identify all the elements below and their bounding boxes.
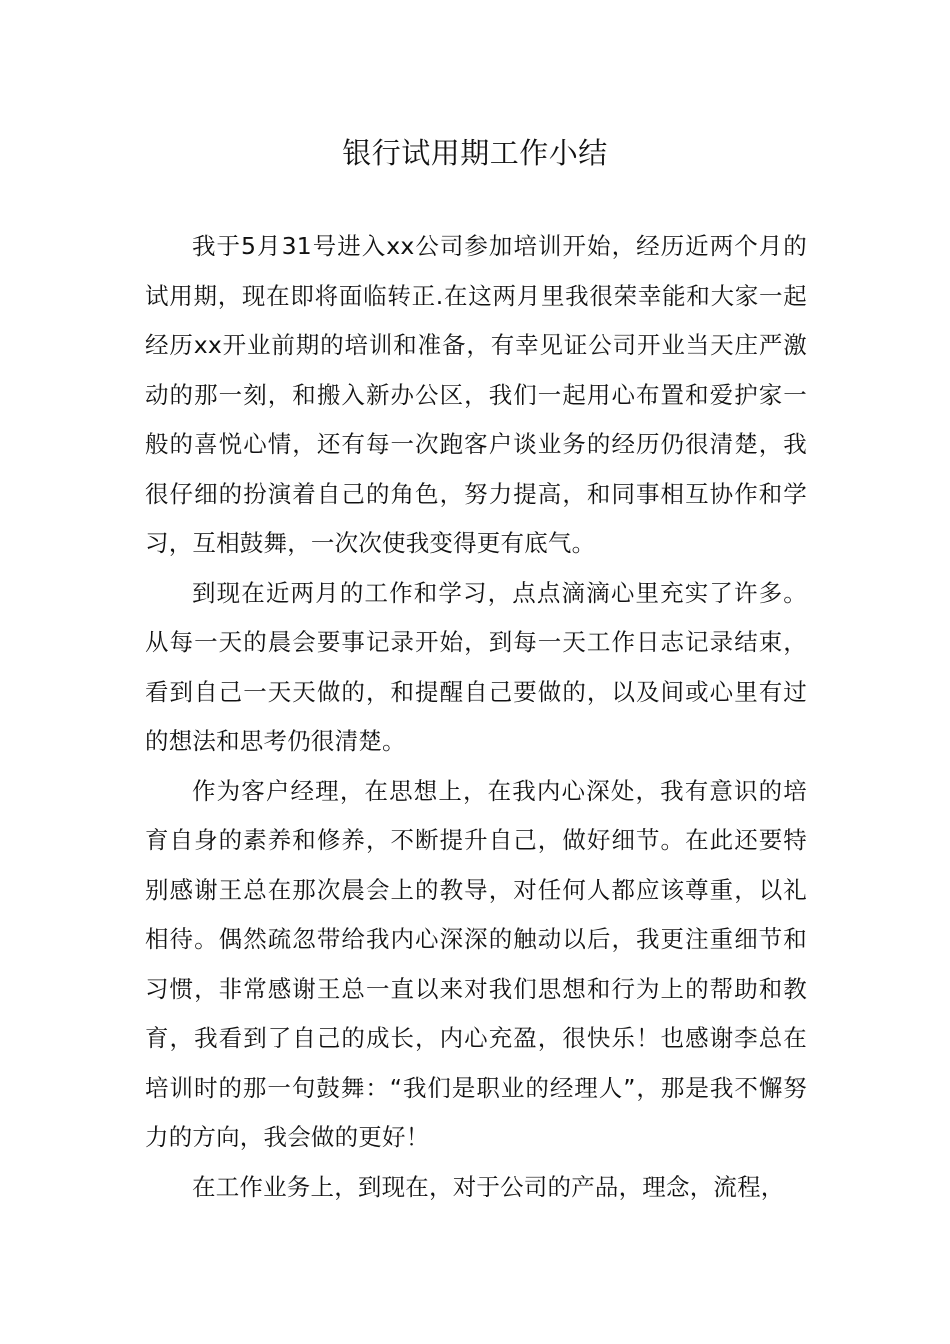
document-body bbox=[145, 222, 807, 1212]
paragraph-2: 到现在近两月的工作和学习，点点滴滴心里充实了许多。从每一天的晨会要事记录开始，到每一天工作日志记录结束，看到自己一天天做的，和提醒自己要做的，以及间或心里有过的想法和思考仍很清楚。 bbox=[145, 578, 807, 755]
document-title: 银行试用期工作小结 bbox=[342, 136, 608, 170]
paragraph-4: 在工作业务上，到现在，对于公司的产品，理念，流程， bbox=[192, 1172, 785, 1201]
paragraph-1: 我于5月31号进入xx公司参加培训开始，经历近两个月的试用期，现在即将面临转正.在这两月里我很荣幸能和大家一起经历xx开业前期的培训和准备，有幸见证公司开业当天庄严激动的那一刻，和搬入新办公区，我们一起用心布置和爱护家一般的喜悦心情，还有每一次跑客户谈业务的经历仍很清楚，我很仔细的扮演着自己的角色，努力提高，和同事相互协作和学习，互相鼓舞，一次次使我变得更有底气。 bbox=[145, 232, 807, 557]
paragraph-3: 作为客户经理，在思想上，在我内心深处，我有意识的培育自身的素养和修养，不断提升自己，做好细节。在此还要特别感谢王总在那次晨会上的教导，对任何人都应该尊重，以礼相待。偶然疏忽带给我内心深深的触动以后，我更注重细节和习惯，非常感谢王总一直以来对我们思想和行为上的帮助和教育，我看到了自己的成长，内心充盈，很快乐！也感谢李总在培训时的那一句鼓舞：“我们是职业的经理人”，那是我不懈努力的方向，我会做的更好！ bbox=[145, 776, 807, 1151]
